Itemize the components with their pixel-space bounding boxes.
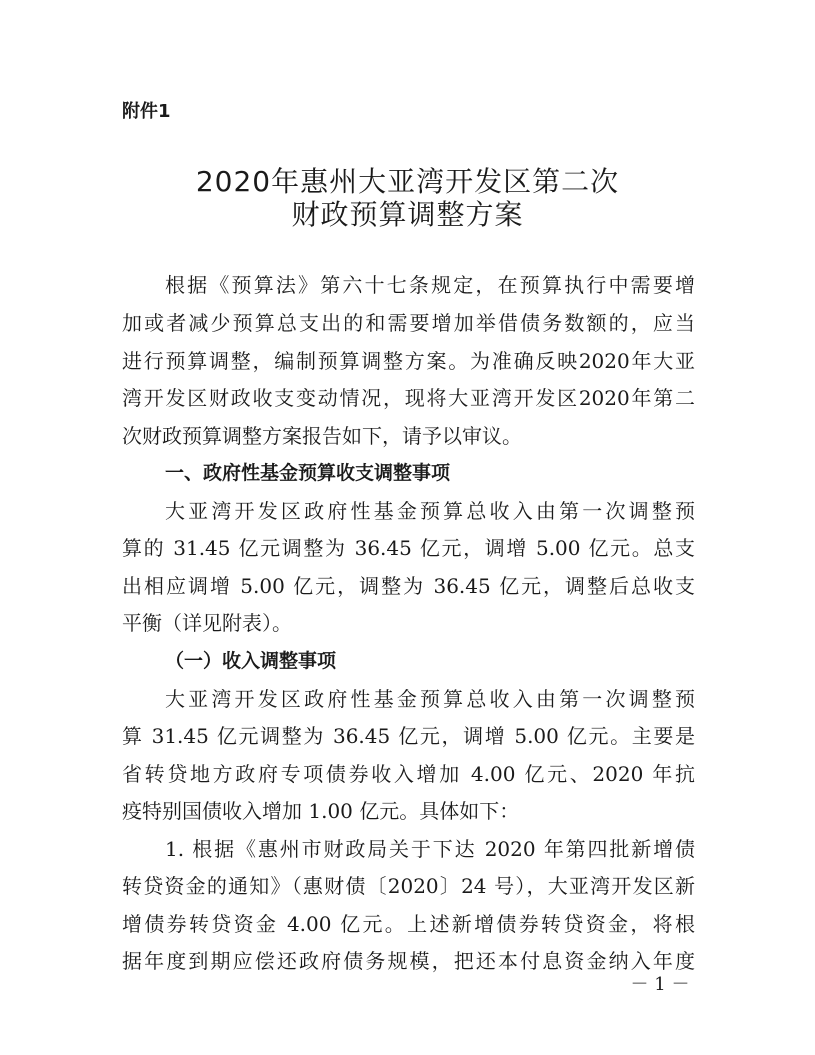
attachment-label: 附件1 <box>122 101 171 122</box>
subsection-line: 疫特别国债收入增加 1.00 亿元。具体如下： <box>122 799 520 823</box>
subsection-line: 大亚湾开发区政府性基金预算总收入由第一次调整预 <box>165 687 695 711</box>
section-line: 算的 31.45 亿元调整为 36.45 亿元，调增 5.00 亿元。总支 <box>122 536 695 560</box>
intro-line: 根据《预算法》第六十七条规定，在预算执行中需要增 <box>165 273 695 297</box>
item-line: 增债券转贷资金 4.00 亿元。上述新增债券转贷资金，将根 <box>122 912 695 936</box>
intro-line: 加或者减少预算总支出的和需要增加举借债务数额的，应当 <box>122 311 695 335</box>
intro-line: 次财政预算调整方案报告如下，请予以审议。 <box>122 424 522 448</box>
section-line: 出相应调增 5.00 亿元，调整为 36.45 亿元，调整后总收支 <box>122 574 695 598</box>
section-line: 大亚湾开发区政府性基金预算总收入由第一次调整预 <box>165 499 695 523</box>
section-line: 平衡（详见附表）。 <box>122 611 292 635</box>
item-line: 转贷资金的通知》（惠财债〔2020〕24 号），大亚湾开发区新 <box>122 874 695 898</box>
document-title-line-2: 财政预算调整方案 <box>291 198 524 231</box>
subsection-heading: （一）收入调整事项 <box>165 650 337 672</box>
subsection-line: 省转贷地方政府专项债券收入增加 4.00 亿元、2020 年抗 <box>122 762 695 786</box>
document-title-line-1: 2020年惠州大亚湾开发区第二次 <box>195 165 620 198</box>
subsection-line: 算 31.45 亿元调整为 36.45 亿元，调增 5.00 亿元。主要是 <box>122 724 695 748</box>
page-number: － 1 － <box>630 974 690 995</box>
section-heading: 一、政府性基金预算收支调整事项 <box>165 462 451 484</box>
intro-line: 湾开发区财政收支变动情况，现将大亚湾开发区2020年第二 <box>122 386 695 410</box>
item-line: 1. 根据《惠州市财政局关于下达 2020 年第四批新增债 <box>165 837 695 861</box>
intro-line: 进行预算调整，编制预算调整方案。为准确反映2020年大亚 <box>122 349 695 373</box>
item-line: 据年度到期应偿还政府债务规模，把还本付息资金纳入年度 <box>122 949 695 973</box>
